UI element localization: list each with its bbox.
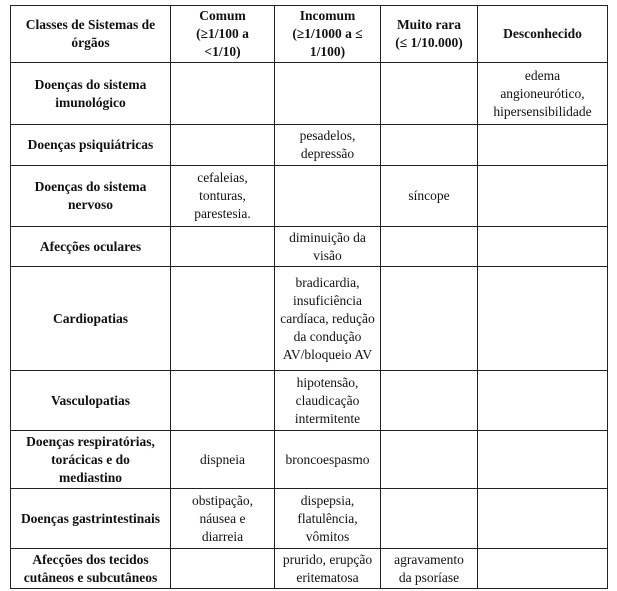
cell-uncommon [275, 63, 381, 125]
cell-uncommon: bradicardia, insuficiência cardíaca, redução da condução AV/bloqueio AV [275, 267, 381, 371]
adverse-effects-table [10, 5, 608, 589]
cell-unknown [478, 267, 608, 371]
cell-very-rare [381, 371, 478, 431]
table-row [11, 125, 608, 166]
header-system-class: Classes de Sistemas de órgãos [11, 6, 171, 63]
table-row [11, 549, 608, 589]
table-row [11, 267, 608, 371]
row-system: Afecções oculares [11, 227, 171, 267]
cell-common: cefaleias, tonturas, parestesia. [171, 166, 275, 227]
cell-uncommon: hipotensão, claudicação intermitente [275, 371, 381, 431]
cell-uncommon: prurido, erupção eritematosa [275, 549, 381, 589]
row-system: Doenças do sistema imunológico [11, 63, 171, 125]
table-row [11, 489, 608, 549]
cell-common [171, 267, 275, 371]
cell-unknown [478, 549, 608, 589]
cell-uncommon [275, 166, 381, 227]
row-system: Doenças psiquiátricas [11, 125, 171, 166]
header-row [11, 6, 608, 63]
header-very-rare: Muito rara (≤ 1/10.000) [381, 6, 478, 63]
cell-common: obstipação, náusea e diarreia [171, 489, 275, 549]
cell-unknown [478, 166, 608, 227]
cell-unknown [478, 227, 608, 267]
cell-very-rare [381, 489, 478, 549]
cell-common [171, 125, 275, 166]
cell-unknown [478, 431, 608, 489]
table-row [11, 227, 608, 267]
row-system: Doenças do sistema nervoso [11, 166, 171, 227]
row-system: Doenças gastrintestinais [11, 489, 171, 549]
cell-uncommon: broncoespasmo [275, 431, 381, 489]
table-row [11, 431, 608, 489]
cell-very-rare [381, 431, 478, 489]
cell-common [171, 63, 275, 125]
header-uncommon: Incomum (≥1/1000 a ≤ 1/100) [275, 6, 381, 63]
table-row [11, 63, 608, 125]
cell-common [171, 371, 275, 431]
cell-unknown [478, 125, 608, 166]
cell-common: dispneia [171, 431, 275, 489]
cell-very-rare [381, 267, 478, 371]
cell-uncommon: pesadelos, depressão [275, 125, 381, 166]
cell-very-rare: agravamento da psoríase [381, 549, 478, 589]
cell-very-rare [381, 125, 478, 166]
row-system: Doenças respiratórias, torácicas e do mediastino [11, 431, 171, 489]
cell-uncommon: diminuição da visão [275, 227, 381, 267]
cell-uncommon: dispepsia, flatulência, vômitos [275, 489, 381, 549]
header-common: Comum (≥1/100 a <1/10) [171, 6, 275, 63]
cell-very-rare: síncope [381, 166, 478, 227]
cell-common [171, 549, 275, 589]
cell-very-rare [381, 227, 478, 267]
cell-very-rare [381, 63, 478, 125]
row-system: Vasculopatias [11, 371, 171, 431]
header-unknown: Desconhecido [478, 6, 608, 63]
cell-unknown [478, 371, 608, 431]
table-row [11, 371, 608, 431]
cell-unknown: edema angioneurótico, hipersensibilidade [478, 63, 608, 125]
cell-common [171, 227, 275, 267]
row-system: Afecções dos tecidos cutâneos e subcutâneos [11, 549, 171, 589]
cell-unknown [478, 489, 608, 549]
row-system: Cardiopatias [11, 267, 171, 371]
table-row [11, 166, 608, 227]
